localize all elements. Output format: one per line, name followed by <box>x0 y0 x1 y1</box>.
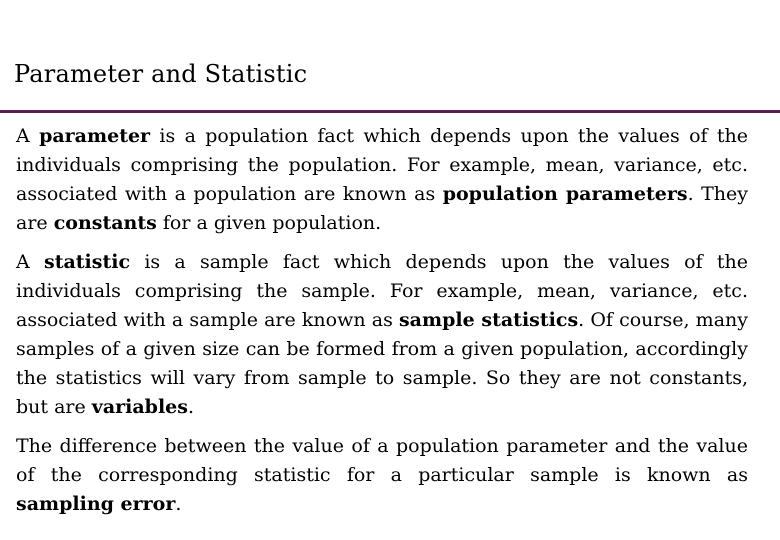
text-segment: The difference between the value of a population parameter and the value of the corresponding statistic for a particular sample is known as <box>16 435 748 486</box>
title-divider <box>0 110 780 113</box>
text-segment: A <box>16 125 40 147</box>
content-body <box>16 122 748 529</box>
term-variables: variables <box>91 396 188 418</box>
page-title: Parameter and Statistic <box>14 60 308 88</box>
term-statistic: statistic <box>44 251 131 273</box>
text-segment: A <box>16 251 44 273</box>
term-constants: constants <box>53 212 157 234</box>
text-segment: . <box>187 396 195 418</box>
term-sampling-error: sampling error <box>16 493 176 515</box>
text-segment: is a sample fact which depends upon the values of the individuals comprising the sample. For example, mean, variance, etc. associated with a sample are known as <box>16 251 748 331</box>
term-parameter: parameter <box>39 125 151 147</box>
text-segment: is a population fact which depends upon the values of the individuals comprising the population. For example, mean, variance, etc. associated with a population are known as <box>16 125 749 205</box>
term-population-parameters: population parameters <box>442 183 688 205</box>
paragraph-parameter <box>16 122 748 238</box>
paragraph-statistic <box>16 248 748 422</box>
text-segment: for a given population. <box>156 212 382 234</box>
paragraph-sampling-error <box>16 432 748 519</box>
term-sample-statistics: sample statistics <box>398 309 579 331</box>
text-segment: . They are <box>16 183 749 234</box>
text-segment: . Of course, many samples of a given size can be formed from a given population, accordingly the statistics will vary from sample to sample. So they are not constants, but are <box>16 309 748 418</box>
text-segment: . <box>175 493 182 515</box>
